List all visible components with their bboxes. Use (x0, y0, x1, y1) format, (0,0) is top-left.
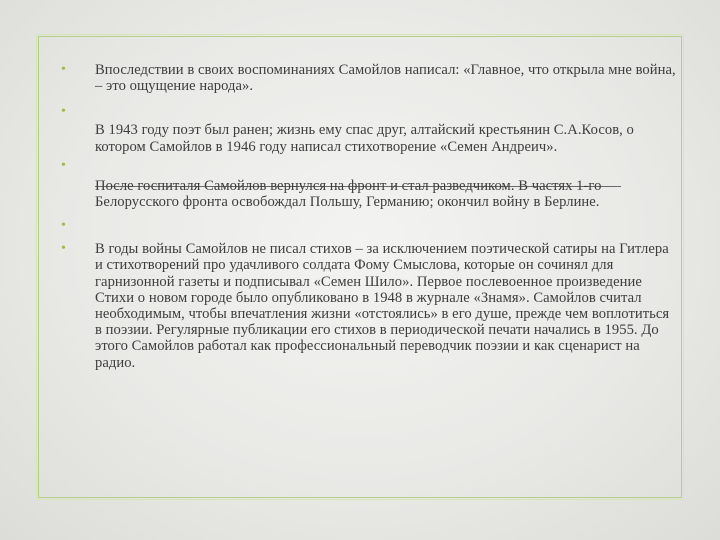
bullet-item-5 (58, 178, 678, 210)
bullet-text: В 1943 году поэт был ранен; жизнь ему спас друг, алтайский крестьянин С.А.Косов, о котором Самойлов в 1946 году написал стихотворение «Семен Андреич». (95, 122, 634, 155)
bullet-icon: • (61, 218, 66, 234)
bullet-item-4 (58, 158, 678, 174)
bullet-text: Впоследствии в своих воспоминаниях Самойлов написал: «Главное, что открыла мне война, – это ощущение народа». (95, 62, 676, 95)
bullet-item-6 (58, 218, 678, 234)
bullet-icon: • (61, 62, 66, 77)
bullet-icon: • (61, 157, 66, 173)
bullet-list (58, 62, 678, 371)
bullet-item-7 (58, 241, 678, 371)
bullet-item-3 (58, 122, 678, 154)
bullet-icon: • (61, 241, 66, 257)
bullet-item-2 (58, 104, 678, 120)
bullet-text: В годы войны Самойлов не писал стихов – за исключением поэтической сатиры на Гитлера и стихотворений про удачливого солдата Фому Смыслова, которые он сочинял для гарнизонной газеты и подписывал «Семен Шило». Первое послевоенное произведение Стихи о новом городе было опубликовано в 1948 в журнале «Знамя». Самойлов считал необходимым, чтобы впечатления жизни «отстоялись» в его душе, прежде чем воплотиться в поэзии. Регулярные публикации его стихов в периодической печати начались в 1955. До этого Самойлов работал как профессиональный переводчик поэзии и как сценарист на радио. (95, 241, 670, 371)
bullet-icon: • (61, 104, 66, 120)
bullet-text: После госпиталя Самойлов вернулся на фронт и стал разведчиком. В частях 1-го Белорусского фронта освобождал Польшу, Германию; окончил войну в Берлине. (95, 177, 602, 211)
bullet-item-1 (58, 62, 678, 94)
